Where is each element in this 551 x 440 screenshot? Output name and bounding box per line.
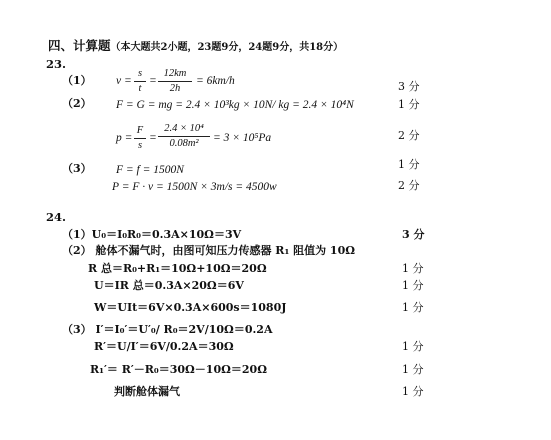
- q23-p1-lhs: v =: [116, 75, 132, 87]
- fraction-denominator: 2h: [169, 82, 181, 94]
- q23-p2-label: （2）: [62, 97, 92, 110]
- q23-p1-fraction-s-over-t: [134, 69, 146, 94]
- q24-p3-score2: 1 分: [402, 363, 424, 376]
- q24-p3-score1: 1 分: [402, 340, 424, 353]
- q24-p2-score2: 1 分: [402, 279, 424, 292]
- q24-p3-line3: 判断舱体漏气: [114, 385, 180, 398]
- q24-p2-line1: R 总＝R₀+R₁＝10Ω+10Ω＝20Ω: [88, 262, 267, 275]
- q23-p1-label: （1）: [62, 74, 92, 87]
- q24-p2-score1: 1 分: [402, 262, 424, 275]
- q23-p2-equals: =: [149, 132, 157, 144]
- q23-p3-score2: 2 分: [398, 179, 420, 192]
- q23-p2-result: = 3 × 10⁵Pa: [213, 132, 272, 144]
- fraction-numerator: s: [134, 69, 146, 82]
- q23-p2-line1: F = G = mg = 2.4 × 10³kg × 10N/ kg = 2.4 × 10⁴N: [116, 99, 354, 111]
- section-header: [48, 40, 343, 53]
- q23-p2-score1: 1 分: [398, 98, 420, 111]
- q23-p1-fraction-distance-over-time: [158, 69, 192, 94]
- q23-p2-fraction-f-over-s: [134, 126, 146, 151]
- q23-p1-score: 3 分: [398, 80, 420, 93]
- q23-p3-line1: F = f = 1500N: [116, 164, 184, 176]
- q23-p2-score2: 2 分: [398, 129, 420, 142]
- q24-p3-line1: R′＝U/I′＝6V/0.2A＝30Ω: [94, 340, 234, 353]
- q24-p3-line2: R₁′＝ R′－R₀＝30Ω－10Ω＝20Ω: [90, 363, 267, 376]
- q24-number: 24.: [46, 210, 67, 224]
- q23-p1-equals: =: [149, 75, 157, 87]
- section-note: （本大题共2小题，23题9分，24题9分，共18分）: [110, 42, 344, 53]
- q23-number: 23.: [46, 57, 67, 71]
- q23-p2-fraction-value: [158, 124, 210, 149]
- q24-p2-line3: W＝UIt＝6V×0.3A×600s＝1080J: [94, 301, 287, 314]
- q23-p1-result: = 6km/h: [196, 75, 235, 87]
- fraction-denominator: s: [137, 139, 143, 151]
- section-title: 四、计算题: [48, 38, 111, 53]
- fraction-denominator: t: [138, 82, 142, 94]
- q24-p3-text: （3） I′＝I₀′＝U′₀/ R₀＝2V/10Ω＝0.2A: [62, 323, 273, 336]
- q24-p1-score: 3 分: [402, 228, 425, 241]
- q23-p3-score1: 1 分: [398, 158, 420, 171]
- q24-p2-score3: 1 分: [402, 301, 424, 314]
- q24-p1-text: （1）U₀＝I₀R₀＝0.3A×10Ω＝3V: [62, 228, 242, 241]
- q23-p3-line2: P = F · v = 1500N × 3m/s = 4500w: [112, 181, 277, 193]
- fraction-numerator: F: [134, 126, 146, 139]
- fraction-numerator: 12km: [158, 69, 192, 82]
- fraction-denominator: 0.08m²: [169, 137, 199, 149]
- q24-p2-text: （2） 舱体不漏气时，由图可知压力传感器 R₁ 阻值为 10Ω: [62, 244, 356, 257]
- q23-p2-line2-lhs: p =: [116, 132, 133, 144]
- q24-p2-line2: U＝IR 总＝0.3A×20Ω＝6V: [94, 279, 244, 292]
- q23-p3-label: （3）: [62, 162, 92, 175]
- q24-p3-score3: 1 分: [402, 385, 424, 398]
- fraction-numerator: 2.4 × 10⁴: [158, 124, 210, 137]
